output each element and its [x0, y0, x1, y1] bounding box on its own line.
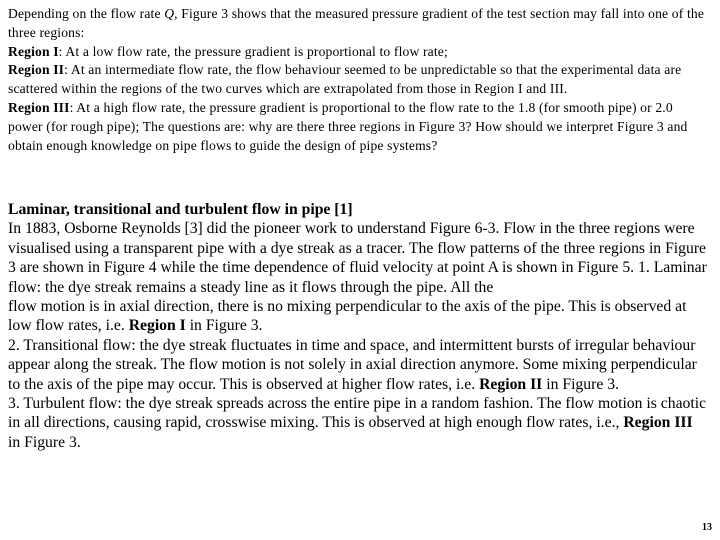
region-3-paragraph [8, 99, 708, 155]
region-1-paragraph [8, 43, 708, 62]
region-3-label: Region III [8, 99, 70, 115]
turbulent-paragraph [8, 394, 708, 452]
page-number: 13 [702, 522, 712, 533]
turbulent-text: 3. Turbulent flow: the dye streak spreads across the entire pipe in a random fashion. The flow motion is chaotic in all directions, causing rapid, crosswise mixing. This is observed at high enough flow rates, i.e., [8, 395, 707, 432]
flow-types-section [8, 200, 708, 452]
laminar-figure-ref: in Figure 3. [185, 317, 263, 335]
transitional-paragraph [8, 336, 708, 394]
intro-paragraph [8, 5, 708, 43]
turbulent-region-ref: Region III [623, 414, 693, 432]
region-1-label: Region I [8, 43, 59, 59]
transitional-text: 2. Transitional flow: the dye streak fluctuates in time and space, and intermittent bursts of irregular behaviour appear along the streak. The flow motion is not solely in axial direction anymore. Some mixing perpendicular to the axis of the pipe may occur. This is observed at higher flow rates, i.e. [8, 336, 697, 393]
reynolds-paragraph: In 1883, Osborne Reynolds [3] did the pioneer work to understand Figure 6-3. Flow in the three regions were visualised using a transparent pipe with a dye streak as a tracer. The flow patterns of the three regions in Figure 3 are shown in Figure 4 while the time dependence of fluid velocity at point A is shown in Figure 5. 1. Laminar flow: the dye streak remains a steady line as it flows through the pipe. All the [8, 220, 707, 296]
intro-text-1: Depending on the flow rate [8, 6, 165, 21]
laminar-region-ref: Region I [128, 317, 186, 335]
turbulent-figure-ref: in Figure 3. [8, 433, 81, 451]
section-heading: Laminar, transitional and turbulent flow in pipe [1] [8, 201, 353, 218]
region-2-paragraph [8, 61, 708, 99]
laminar-text: flow motion is in axial direction, there is no mixing perpendicular to the axis of the pipe. This is observed at low flow rates, i.e. [8, 298, 687, 335]
laminar-paragraph [8, 297, 708, 336]
region-1-text: : At a low flow rate, the pressure gradient is proportional to flow rate; [58, 43, 448, 59]
transitional-region-ref: Region II [479, 375, 543, 393]
region-2-label: Region II [8, 62, 65, 78]
transitional-figure-ref: in Figure 3. [542, 375, 619, 393]
flow-rate-symbol: Q [164, 6, 175, 21]
region-3-text: : At a high flow rate, the pressure gradient is proportional to the flow rate to the 1.8 (for smooth pipe) or 2.0 power (for rough pipe); The questions are: why are there three regions in Figure 3? How should we interpret Figure 3 and obtain enough knowledge on pipe flows to guide the design of pipe systems? [8, 99, 688, 153]
region-2-text: : At an intermediate flow rate, the flow behaviour seemed to be unpredictable so that the experimental data are scattered within the regions of the two curves which are extrapolated from those in Region I and III. [8, 62, 682, 97]
regions-description [8, 5, 708, 155]
intro-text-2: , Figure 3 shows that the measured pressure gradient of the test section may fall into one of the three regions: [8, 6, 705, 40]
